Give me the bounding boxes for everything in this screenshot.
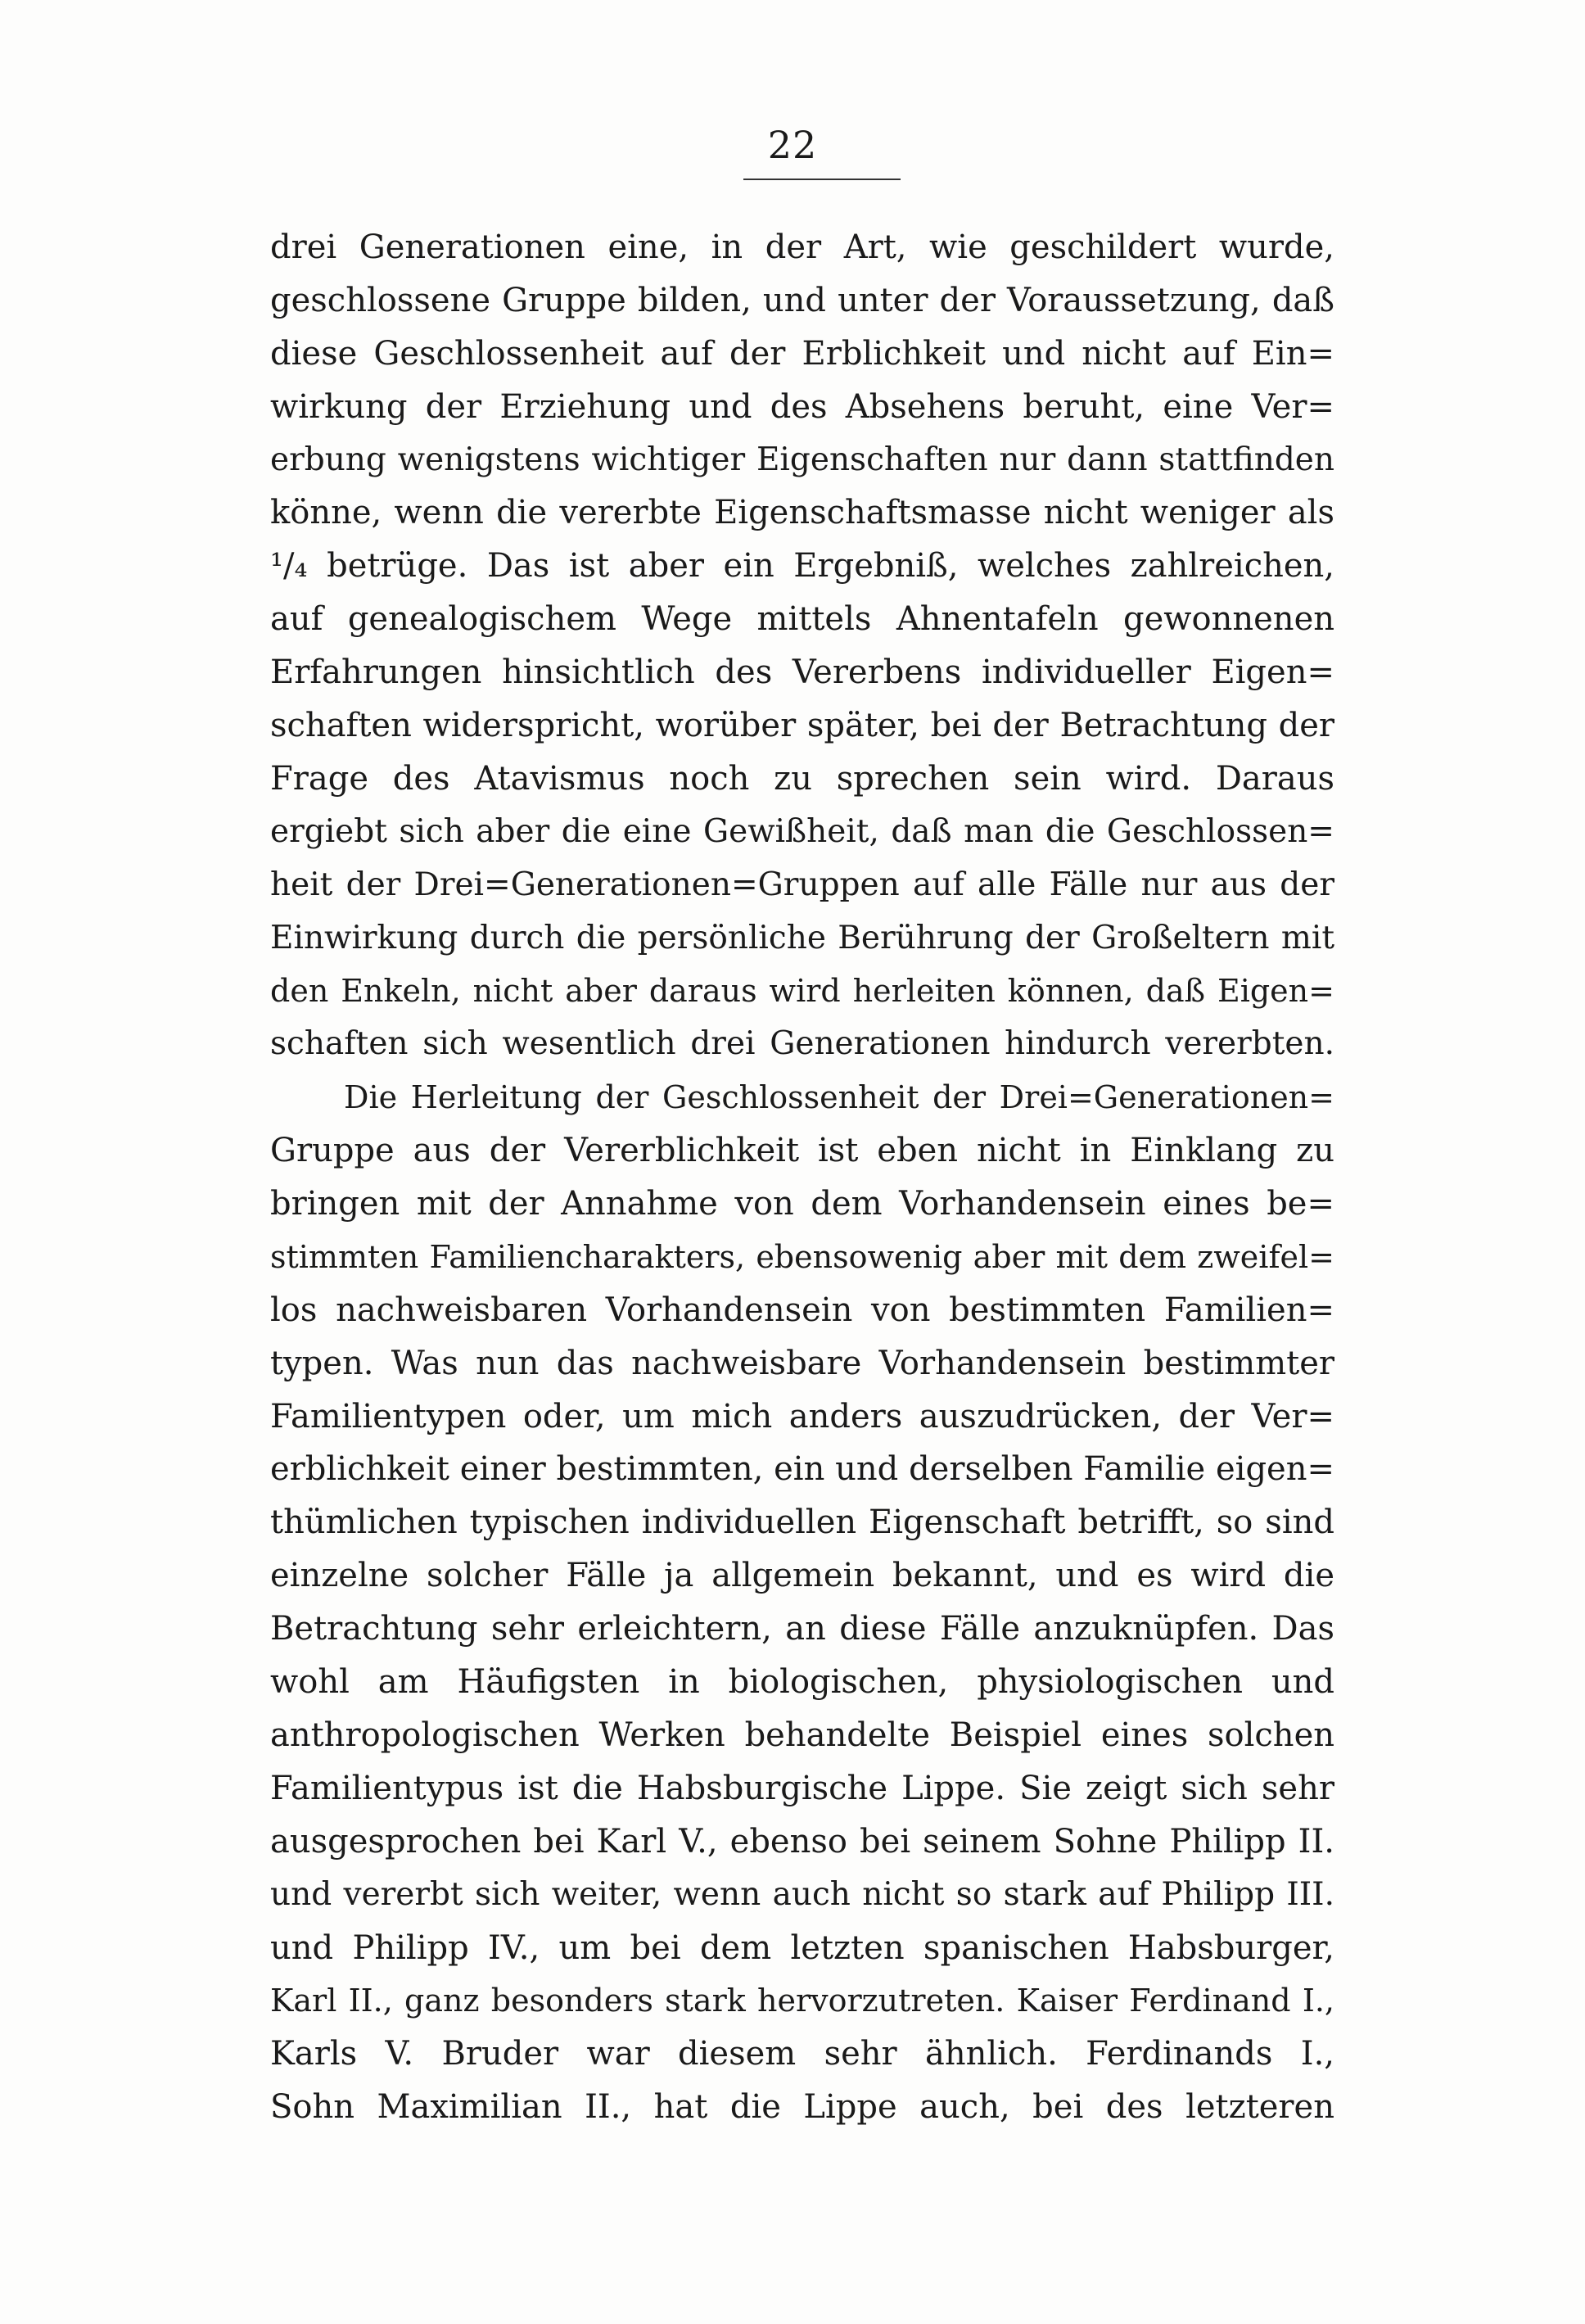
header-rule [743, 179, 901, 180]
text-line: stimmten Familiencharakters, ebensowenig aber mit dem zweifel= [270, 1238, 1334, 1275]
text-line: diese Geschlossenheit auf der Erblichkeit und nicht auf Ein= [270, 334, 1334, 373]
text-line: anthropologischen Werken behandelte Beispiel eines solchen [270, 1716, 1334, 1754]
text-line: und Philipp IV., um bei dem letzten spanischen Habsburger, [270, 1928, 1334, 1967]
text-line: wohl am Häufigsten in biologischen, physiologischen und [270, 1663, 1334, 1702]
text-line: heit der Drei=Generationen=Gruppen auf alle Fälle nur aus der [270, 866, 1334, 903]
text-line: schaften sich wesentlich drei Generationen hindurch vererbten. [270, 1025, 1334, 1063]
text-line: den Enkeln, nicht aber daraus wird herleiten können, daß Eigen= [270, 973, 1334, 1010]
text-line: auf genealogischem Wege mittels Ahnentafeln gewonnenen [270, 600, 1334, 639]
text-line: Erfahrungen hinsichtlich des Vererbens individueller Eigen= [270, 653, 1334, 692]
page-number: 22 [767, 123, 818, 167]
text-line: Karl II., ganz besonders stark hervorzutreten. Kaiser Ferdinand I., [270, 1983, 1334, 2019]
paragraph-start-line: Die Herleitung der Geschlossenheit der Drei=Generationen= [344, 1079, 1334, 1116]
text-line: erbung wenigstens wichtiger Eigenschaften nur dann stattfinden [270, 441, 1334, 478]
text-line: Einwirkung durch die persönliche Berührung der Großeltern mit [270, 919, 1334, 956]
text-line: einzelne solcher Fälle ja allgemein bekannt, und es wird die [270, 1557, 1334, 1595]
text-line: Frage des Atavismus noch zu sprechen sein wird. Daraus [270, 759, 1334, 798]
text-line: drei Generationen eine, in der Art, wie geschildert wurde, [270, 228, 1334, 266]
text-line: ausgesprochen bei Karl V., ebenso bei seinem Sohne Philipp II. [270, 1822, 1334, 1861]
text-line: und vererbt sich weiter, wenn auch nicht so stark auf Philipp III. [270, 1875, 1334, 1913]
text-line: wirkung der Erziehung und des Absehens beruht, eine Ver= [270, 387, 1334, 426]
text-line: Familientypus ist die Habsburgische Lippe. Sie zeigt sich sehr [270, 1769, 1334, 1807]
text-line: erblichkeit einer bestimmten, ein und derselben Familie eigen= [270, 1450, 1334, 1489]
text-line: geschlossene Gruppe bilden, und unter der Voraussetzung, daß [270, 281, 1334, 319]
text-line: Karls V. Bruder war diesem sehr ähnlich. Ferdinands I., [270, 2035, 1334, 2073]
text-line: ¹/₄ betrüge. Das ist aber ein Ergebniß, welches zahlreichen, [270, 547, 1334, 586]
text-line: typen. Was nun das nachweisbare Vorhandensein bestimmter [270, 1344, 1334, 1382]
text-line: schaften widerspricht, worüber später, bei der Betrachtung der [270, 707, 1334, 745]
text-line: Gruppe aus der Vererblichkeit ist eben nicht in Einklang zu [270, 1132, 1334, 1170]
text-line: Sohn Maximilian II., hat die Lippe auch, bei des letzteren [270, 2088, 1334, 2127]
text-line: Familientypen oder, um mich anders auszudrücken, der Ver= [270, 1397, 1334, 1436]
text-line: könne, wenn die vererbte Eigenschaftsmasse nicht weniger als [270, 494, 1334, 532]
body-text [270, 221, 1334, 2134]
text-line: los nachweisbaren Vorhandensein von bestimmten Familien= [270, 1291, 1334, 1329]
text-line: Betrachtung sehr erleichtern, an diese Fälle anzuknüpfen. Das [270, 1610, 1334, 1648]
text-line: thümlichen typischen individuellen Eigenschaft betrifft, so sind [270, 1503, 1334, 1542]
text-line: ergiebt sich aber die eine Gewißheit, daß man die Geschlossen= [270, 812, 1334, 850]
text-line: bringen mit der Annahme von dem Vorhandensein eines be= [270, 1185, 1334, 1223]
